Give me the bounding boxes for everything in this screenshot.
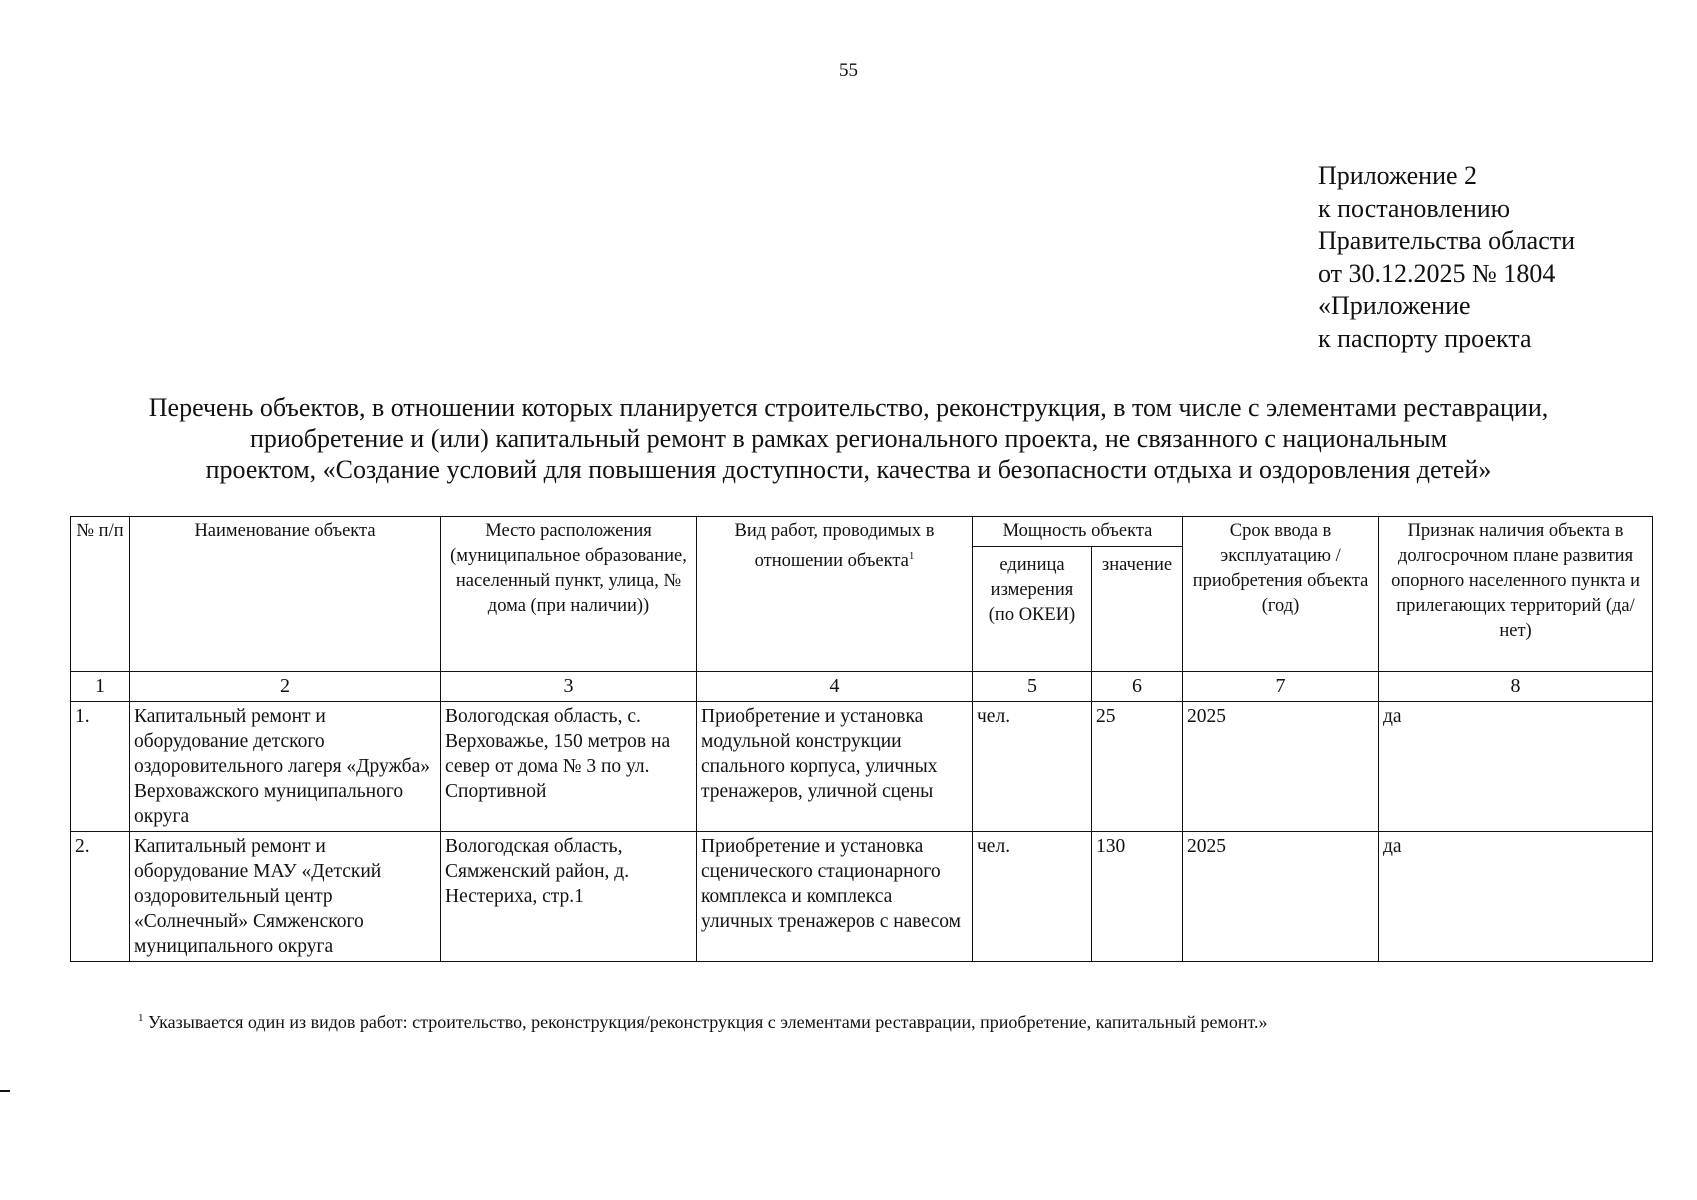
margin-tick — [0, 1090, 10, 1092]
objects-table — [70, 516, 1653, 962]
column-number: 3 — [441, 672, 697, 702]
row-work-type: Приобретение и установка модульной конструкции спального корпуса, уличных тренажеров, уличной сцены — [697, 702, 973, 832]
page-number: 55 — [839, 60, 858, 81]
header-work-type-text: Вид работ, проводимых в отношении объекта — [734, 521, 935, 572]
footnote-text: Указывается один из видов работ: строительство, реконструкция/реконструкция с элементами реставрации, приобретение, капитальный ремонт.» — [148, 1012, 1268, 1032]
column-number: 7 — [1183, 672, 1379, 702]
header-location: Место расположения (муниципальное образование, населенный пункт, улица, № дома (при наличии)) — [441, 517, 697, 672]
header-num: № п/п — [71, 517, 130, 672]
appendix-header — [1318, 160, 1575, 355]
column-number-row — [71, 672, 1653, 702]
column-number: 5 — [973, 672, 1092, 702]
appendix-line: Правительства области — [1318, 226, 1576, 255]
title-line: приобретение и (или) капитальный ремонт в рамках регионального проекта, не связанного с национальным — [249, 424, 1448, 453]
row-work-type: Приобретение и установка сценического стационарного комплекса и комплекса уличных тренажеров с навесом — [697, 832, 973, 962]
header-commission: Срок ввода в эксплуатацию / приобретения объекта (год) — [1183, 517, 1379, 672]
row-num: 2. — [71, 832, 130, 962]
row-num: 1. — [71, 702, 130, 832]
document-title — [60, 392, 1637, 485]
column-number: 4 — [697, 672, 973, 702]
row-flag: да — [1379, 702, 1653, 832]
column-number: 2 — [130, 672, 441, 702]
table-row — [71, 832, 1653, 962]
appendix-line: от 30.12.2025 № 1804 — [1318, 258, 1556, 288]
footnote-ref: 1 — [908, 550, 915, 562]
appendix-line: Приложение 2 — [1318, 161, 1478, 190]
row-location: Вологодская область, Сямженский район, д. Нестериха, стр.1 — [441, 832, 697, 962]
appendix-line: к паспорту проекта — [1318, 323, 1532, 353]
row-year: 2025 — [1183, 702, 1379, 832]
header-capacity: Мощность объекта — [973, 517, 1183, 547]
footnote — [138, 1012, 1267, 1033]
header-capacity-unit: единица измерения (по ОКЕИ) — [973, 547, 1092, 672]
header-work-type — [697, 517, 973, 672]
header-row — [71, 517, 1653, 547]
header-capacity-value: значение — [1092, 547, 1183, 672]
row-unit: чел. — [973, 832, 1092, 962]
appendix-line: к постановлению — [1318, 193, 1511, 223]
column-number: 1 — [71, 672, 130, 702]
row-location: Вологодская область, с. Верховажье, 150 метров на север от дома № 3 по ул. Спортивной — [441, 702, 697, 832]
appendix-line: «Приложение — [1318, 291, 1471, 320]
header-name: Наименование объекта — [130, 517, 441, 672]
row-value: 25 — [1092, 702, 1183, 832]
column-number: 6 — [1092, 672, 1183, 702]
footnote-mark: 1 — [138, 1012, 144, 1024]
row-value: 130 — [1092, 832, 1183, 962]
row-unit: чел. — [973, 702, 1092, 832]
column-number: 8 — [1379, 672, 1653, 702]
row-name: Капитальный ремонт и оборудование МАУ «Детский оздоровительный центр «Солнечный» Сямженского муниципального округа — [130, 832, 441, 962]
row-name: Капитальный ремонт и оборудование детского оздоровительного лагеря «Дружба» Верховажского муниципального округа — [130, 702, 441, 832]
row-flag: да — [1379, 832, 1653, 962]
table-row — [71, 702, 1653, 832]
header-plan-flag: Признак наличия объекта в долгосрочном плане развития опорного населенного пункта и прилегающих территорий (да/нет) — [1379, 517, 1653, 672]
title-line: Перечень объектов, в отношении которых планируется строительство, реконструкция, в том числе с элементами реставрации, — [148, 393, 1549, 422]
row-year: 2025 — [1183, 832, 1379, 962]
title-line: проектом, «Создание условий для повышения доступности, качества и безопасности отдыха и оздоровления детей» — [205, 455, 1492, 484]
